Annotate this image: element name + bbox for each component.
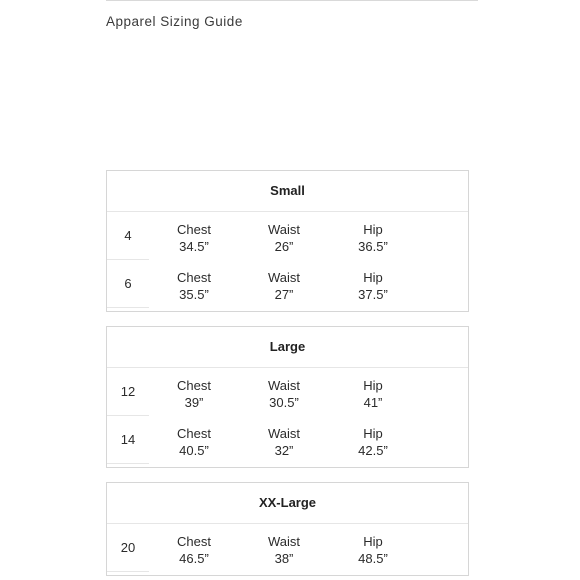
size-table-large xyxy=(106,326,469,468)
table-row xyxy=(107,368,468,416)
hip-measure xyxy=(333,221,413,255)
waist-label: Waist xyxy=(267,378,301,393)
table-row xyxy=(107,524,468,572)
waist-label: Waist xyxy=(267,426,301,441)
waist-measure xyxy=(244,425,324,459)
group-title-xx-large: XX-Large xyxy=(107,483,468,524)
chest-value: 35.5” xyxy=(179,287,209,302)
table-row xyxy=(107,212,468,260)
chest-measure xyxy=(154,533,234,567)
hip-value: 42.5” xyxy=(358,443,388,458)
chest-value: 46.5” xyxy=(179,551,209,566)
size-table-xx-large xyxy=(106,482,469,576)
size-number: 14 xyxy=(107,416,149,464)
hip-measure xyxy=(333,425,413,459)
size-number: 20 xyxy=(107,524,149,572)
hip-measure xyxy=(333,377,413,411)
waist-measure xyxy=(244,377,324,411)
chest-label: Chest xyxy=(177,426,211,441)
hip-value: 48.5” xyxy=(358,551,388,566)
waist-value: 30.5” xyxy=(269,395,299,410)
page-title: Apparel Sizing Guide xyxy=(106,14,243,29)
size-number: 6 xyxy=(107,260,149,308)
waist-measure xyxy=(244,533,324,567)
waist-value: 26” xyxy=(274,239,294,254)
size-number: 12 xyxy=(107,368,149,416)
hip-label: Hip xyxy=(363,222,383,237)
table-row xyxy=(107,260,468,308)
hip-value: 37.5” xyxy=(358,287,388,302)
size-number: 4 xyxy=(107,212,149,260)
waist-value: 27” xyxy=(274,287,294,302)
waist-value: 32” xyxy=(274,443,294,458)
chest-label: Chest xyxy=(177,270,211,285)
waist-measure xyxy=(244,221,324,255)
chest-value: 39” xyxy=(184,395,204,410)
chest-measure xyxy=(154,377,234,411)
chest-measure xyxy=(154,425,234,459)
hip-measure xyxy=(333,269,413,303)
hip-label: Hip xyxy=(363,426,383,441)
chest-label: Chest xyxy=(177,222,211,237)
hip-label: Hip xyxy=(363,270,383,285)
waist-label: Waist xyxy=(267,270,301,285)
hip-value: 41” xyxy=(363,395,383,410)
top-divider xyxy=(106,0,478,1)
chest-value: 40.5” xyxy=(179,443,209,458)
waist-value: 38” xyxy=(274,551,294,566)
group-title-large: Large xyxy=(107,327,468,368)
chest-measure xyxy=(154,221,234,255)
chest-value: 34.5” xyxy=(179,239,209,254)
table-row xyxy=(107,416,468,464)
waist-measure xyxy=(244,269,324,303)
waist-label: Waist xyxy=(267,534,301,549)
chest-label: Chest xyxy=(177,534,211,549)
hip-label: Hip xyxy=(363,534,383,549)
size-table-small xyxy=(106,170,469,312)
hip-label: Hip xyxy=(363,378,383,393)
chest-label: Chest xyxy=(177,378,211,393)
chest-measure xyxy=(154,269,234,303)
hip-measure xyxy=(333,533,413,567)
hip-value: 36.5” xyxy=(358,239,388,254)
waist-label: Waist xyxy=(267,222,301,237)
group-title-small: Small xyxy=(107,171,468,212)
